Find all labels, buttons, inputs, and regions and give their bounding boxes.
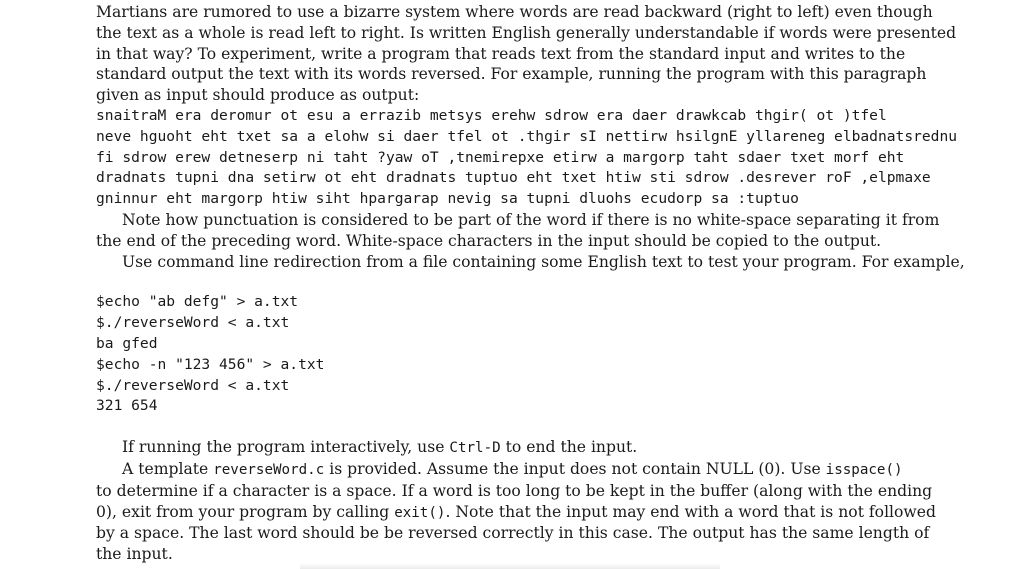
code-line: ba gfed	[96, 334, 158, 352]
template-text: . Note that the input may end with a word that is not followed	[445, 502, 936, 521]
reversed-output-line: snaitraM era deromur ot esu a errazib metsys erehw sdrow era daer drawkcab thgir( ot )tfel	[96, 106, 887, 124]
intro-line: in that way? To experiment, write a program that reads text from the standard input and writes to the	[96, 44, 906, 63]
intro-line: the text as a whole is read left to right. Is written English generally understandable if words were presented	[96, 23, 957, 42]
code-line: $echo "ab defg" > a.txt	[96, 293, 299, 311]
template-line	[96, 459, 996, 481]
document-page	[96, 2, 996, 565]
note-line: the end of the preceding word. White-space characters in the input should be copied to the output.	[96, 231, 882, 250]
template-line: to determine if a character is a space. If a word is too long to be kept in the buffer (along with the ending	[96, 481, 933, 500]
template-line: by a space. The last word should be be reversed correctly in this case. The output has the same length of	[96, 524, 930, 543]
reverseword-file-code: reverseWord.c	[213, 461, 325, 478]
reversed-output-line: gninnur eht margorp htiw siht hpargarap nevig sa tupni dluohs ecudorp sa :tuptuo	[96, 190, 799, 208]
reversed-output-block	[96, 106, 996, 210]
template-text: 0), exit from your program by calling	[96, 502, 395, 521]
code-line: $echo -n "123 456" > a.txt	[96, 355, 325, 373]
ctrl-d-code: Ctrl-D	[449, 440, 501, 457]
reversed-output-line: dradnats tupni dna setirw ot eht dradnats tuptuo eht txet htiw sti sdrow .desrever roF ,elpmaxe	[96, 169, 931, 187]
template-text: is provided. Assume the input does not contain NULL (0). Use	[324, 459, 826, 478]
isspace-code: isspace()	[825, 461, 903, 478]
interactive-paragraph	[96, 437, 996, 459]
interactive-text: If running the program interactively, use	[122, 438, 450, 457]
code-line: $./reverseWord < a.txt	[96, 376, 290, 394]
example-code-block	[96, 292, 996, 417]
intro-line: Martians are rumored to use a bizarre system where words are read backward (right to left) even though	[96, 3, 933, 21]
reversed-output-line: fi sdrow erew detneserp ni taht ?yaw oT ,tnemirepxe etirw a margorp taht sdaer txet morf eht	[96, 148, 905, 166]
template-paragraph	[96, 459, 996, 565]
redirect-paragraph: Use command line redirection from a file containing some English text to test your program. For example,	[122, 252, 965, 271]
bottom-edge-shadow	[300, 563, 720, 569]
code-line: 321 654	[96, 397, 158, 415]
intro-line: standard output the text with its words reversed. For example, running the program with this paragraph	[96, 65, 927, 84]
template-line: the input.	[96, 545, 173, 564]
note-line: Note how punctuation is considered to be part of the word if there is no white-space separating it from	[122, 210, 940, 229]
template-line	[96, 502, 996, 524]
template-text: A template	[122, 459, 214, 478]
note-paragraph	[96, 210, 996, 252]
intro-line: given as input should produce as output:	[96, 86, 420, 105]
reversed-output-line: neve hguoht eht txet sa a elohw si daer tfel ot .thgir sI nettirw hsilgnE yllareneg elbadnatsrednu	[96, 127, 958, 145]
code-line: $./reverseWord < a.txt	[96, 314, 290, 332]
interactive-text: to end the input.	[500, 438, 638, 457]
intro-paragraph	[96, 2, 996, 106]
exit-code: exit()	[394, 504, 446, 521]
